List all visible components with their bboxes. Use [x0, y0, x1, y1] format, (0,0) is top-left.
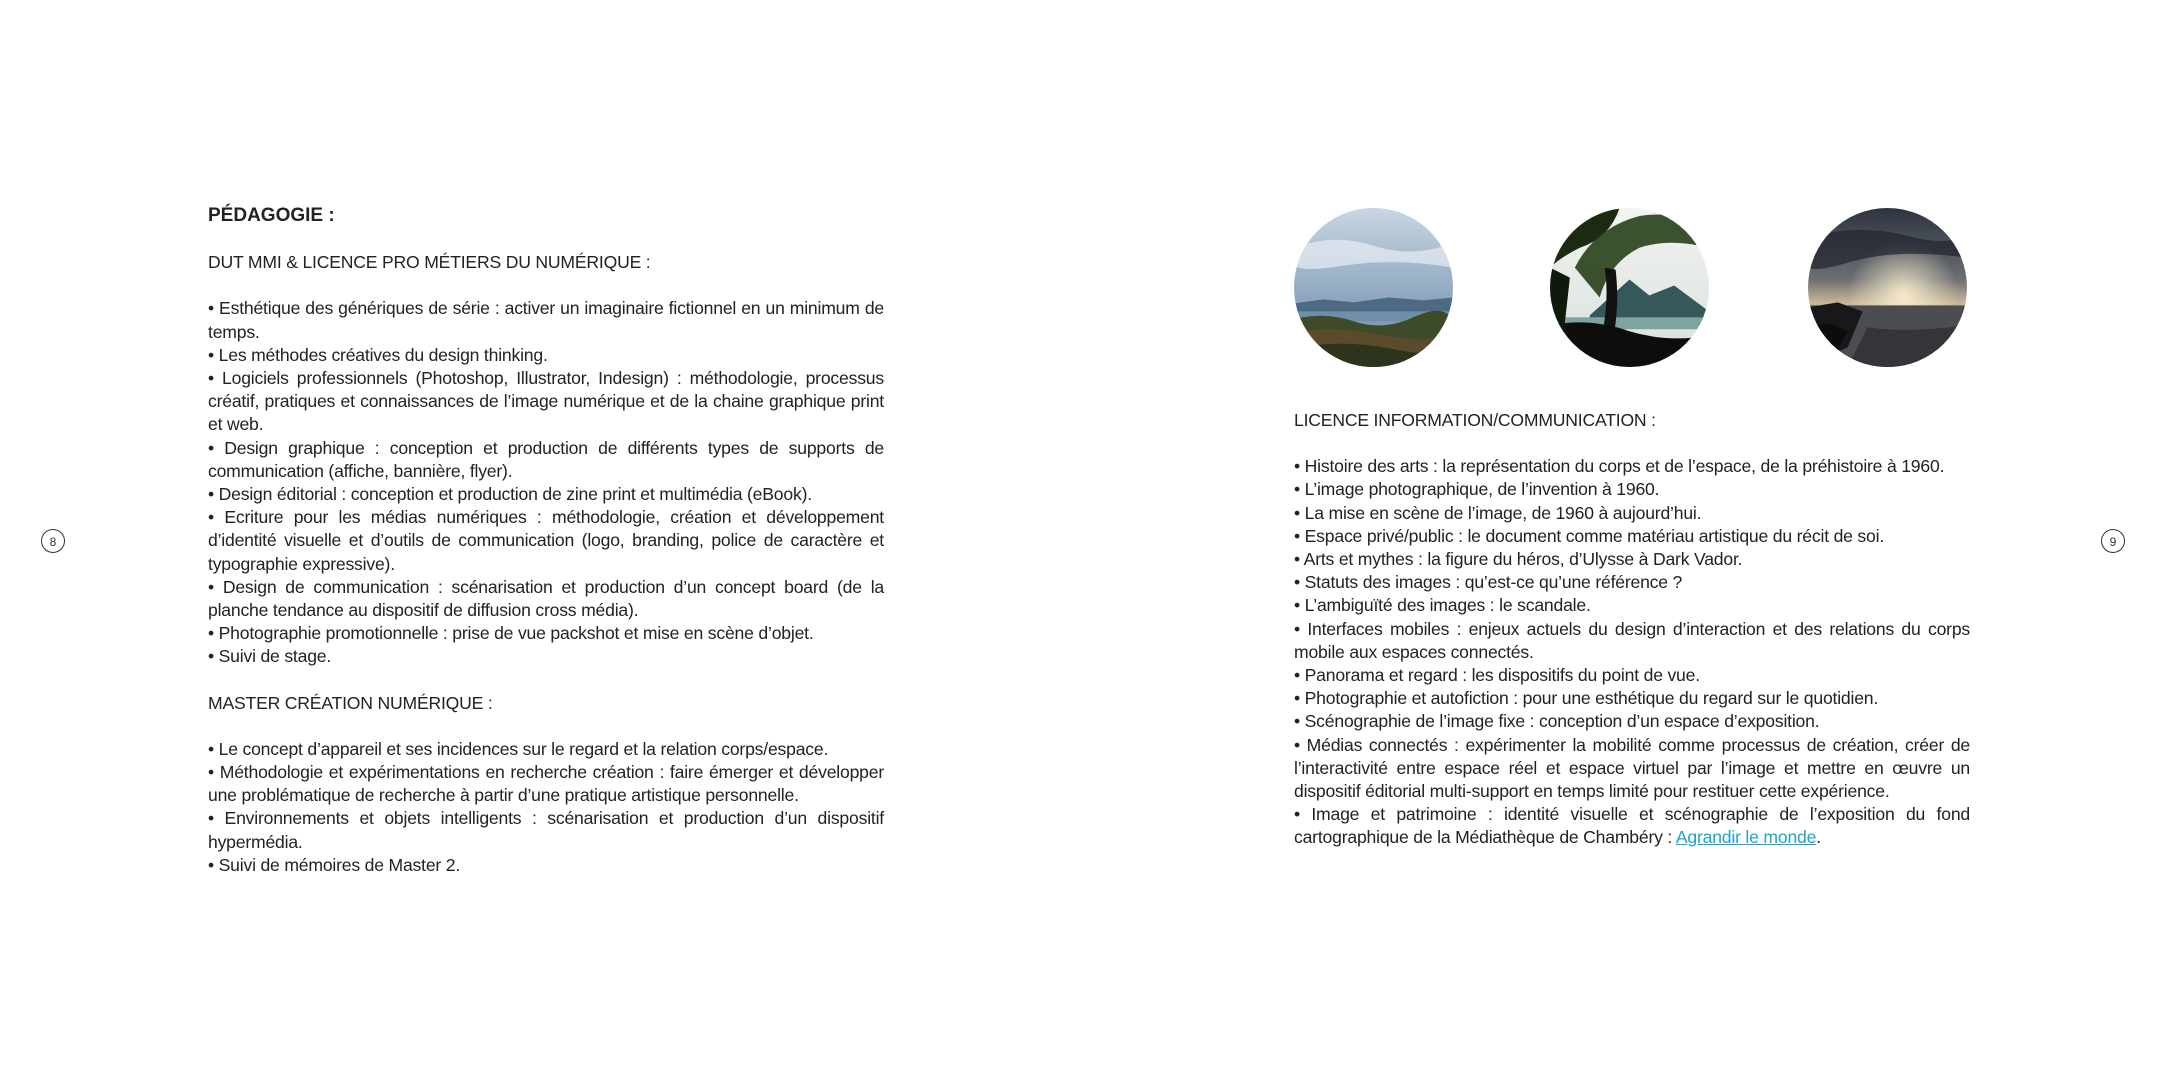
list-item: • Suivi de mémoires de Master 2.: [208, 854, 461, 875]
page-number-right: 9: [2101, 529, 2125, 553]
list-item: • Suivi de stage.: [208, 646, 332, 667]
list-item: • La mise en scène de l’image, de 1960 à aujourd’hui.: [1294, 502, 1702, 523]
list-item: • Ecriture pour les médias numériques : méthodologie, création et développement d’identité visuelle et d’outils de communication (logo, branding, police de caractère et typographie expressive).: [208, 507, 884, 574]
list-item: • Médias connectés : expérimenter la mobilité comme processus de création, créer de l’interactivité entre espace réel et espace virtuel par l’image et mettre en œuvre un dispositif éditorial multi-support en temps limité pour restituer cette expérience.: [1294, 734, 1970, 802]
list-item: • Les méthodes créatives du design thinking.: [208, 344, 548, 365]
photo-row: [1294, 208, 1970, 368]
right-text-column: [1294, 409, 1970, 873]
list-item: • Design de communication : scénarisation et production d’un concept board (de la planche tendance au dispositif de diffusion cross média).: [208, 576, 884, 621]
master-course-list: [208, 738, 884, 877]
list-item: • Histoire des arts : la représentation du corps et de l’espace, de la préhistoire à 1960.: [1294, 456, 1945, 477]
dut-course-list: [208, 297, 884, 668]
list-item: • Statuts des images : qu’est-ce qu’une référence ?: [1294, 572, 1683, 593]
tree-mountain-photo: [1550, 208, 1709, 367]
list-item: • Design graphique : conception et production de différents types de supports de communication (affiche, bannière, flyer).: [208, 437, 884, 481]
list-item: • L’image photographique, de l’invention à 1960.: [1294, 479, 1660, 500]
list-item: • Panorama et regard : les dispositifs du point de vue.: [1294, 665, 1700, 686]
list-item: • Esthétique des génériques de série : activer un imaginaire fictionnel en un minimum de temps.: [208, 298, 884, 342]
lake-landscape-photo: [1294, 208, 1453, 367]
agrandir-le-monde-link[interactable]: Agrandir le monde: [1675, 827, 1817, 848]
list-item: • Méthodologie et expérimentations en recherche création : faire émerger et développer une problématique de recherche à partir d’une pratique artistique personnelle.: [208, 762, 884, 806]
sunset-coast-photo: [1808, 208, 1967, 367]
last-item-text: • Image et patrimoine : identité visuelle et scénographie de l’exposition du fond cartographique de la Médiathèque de Chambéry :: [1294, 804, 1970, 848]
section-title-master: MASTER CRÉATION NUMÉRIQUE :: [208, 692, 493, 713]
list-item: • Scénographie de l’image fixe : conception d’un espace d’exposition.: [1294, 711, 1820, 732]
list-item: • Photographie et autofiction : pour une esthétique du regard sur le quotidien.: [1294, 688, 1879, 709]
right-page: [1080, 0, 2160, 1080]
list-item: • Espace privé/public : le document comme matériau artistique du récit de soi.: [1294, 525, 1885, 546]
left-text-column: [208, 204, 884, 900]
page-heading: PÉDAGOGIE :: [208, 205, 335, 226]
list-item: • Design éditorial : conception et production de zine print et multimédia (eBook).: [208, 484, 812, 505]
list-item: • Interfaces mobiles : enjeux actuels du design d’interaction et des relations du corps mobile aux espaces connectés.: [1294, 618, 1970, 662]
list-item: • Le concept d’appareil et ses incidences sur le regard et la relation corps/espace.: [208, 738, 829, 759]
list-item: • L’ambiguïté des images : le scandale.: [1294, 595, 1591, 616]
section-title-licence: LICENCE INFORMATION/COMMUNICATION :: [1294, 410, 1656, 430]
list-item: • Logiciels professionnels (Photoshop, Illustrator, Indesign) : méthodologie, processus créatif, pratiques et connaissances de l’image numérique et de la chaine graphique print et web.: [208, 368, 884, 435]
list-item: • Arts et mythes : la figure du héros, d’Ulysse à Dark Vador.: [1294, 549, 1743, 570]
list-item: • Photographie promotionnelle : prise de vue packshot et mise en scène d’objet.: [208, 623, 814, 644]
licence-course-list: [1294, 455, 1970, 849]
page-number-left: 8: [41, 529, 65, 553]
last-item-end: .: [1816, 827, 1821, 848]
list-item-last: [1294, 803, 1970, 849]
section-title-dut: DUT MMI & LICENCE PRO MÉTIERS DU NUMÉRIQUE :: [208, 252, 651, 273]
list-item: • Environnements et objets intelligents : scénarisation et production d’un dispositif hypermédia.: [208, 808, 884, 852]
